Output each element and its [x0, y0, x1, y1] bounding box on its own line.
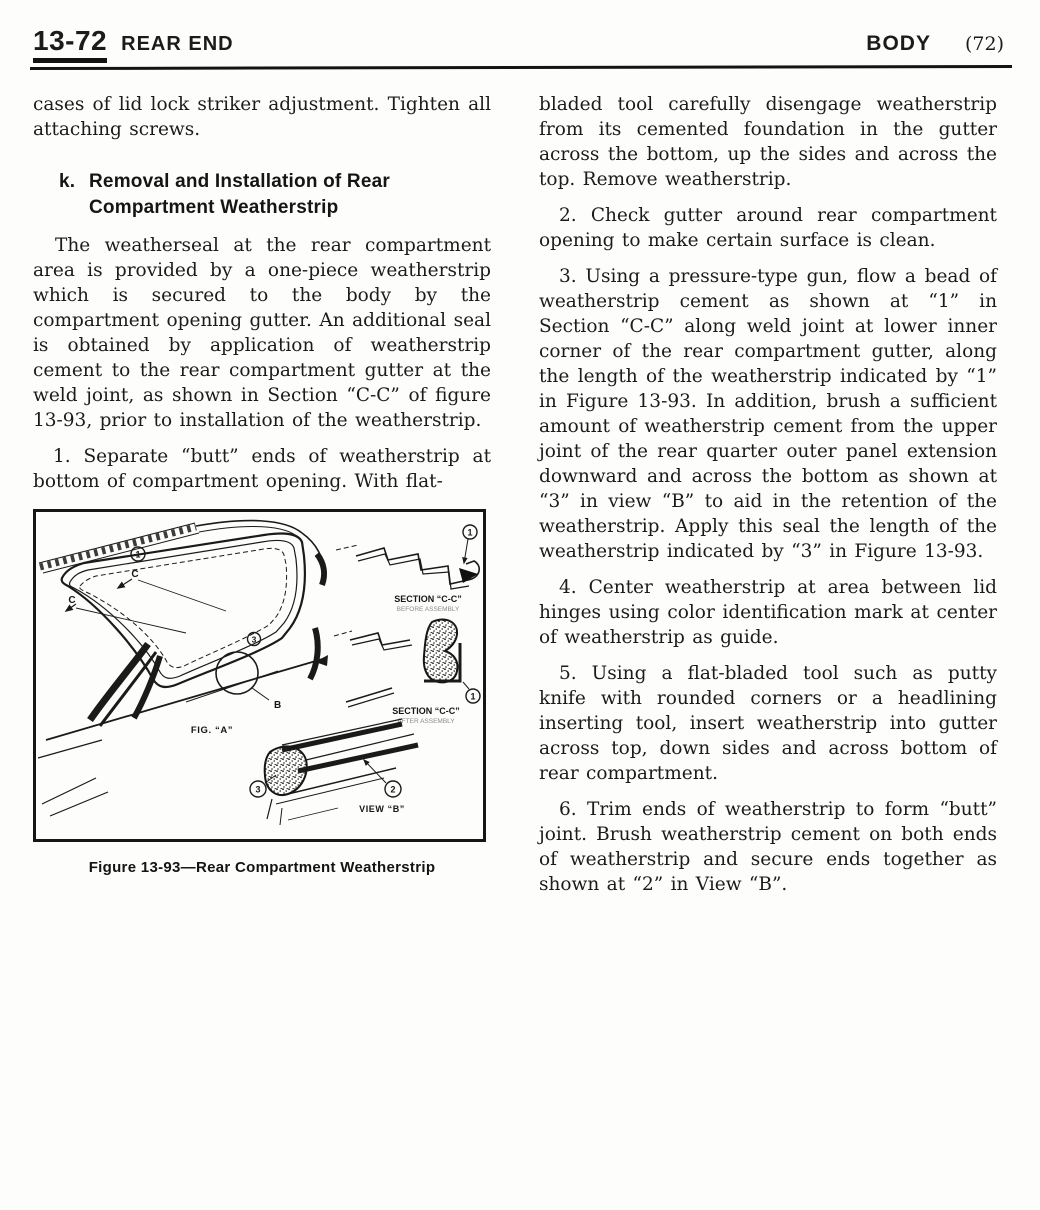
section-line-label-c: C: [131, 569, 139, 580]
svg-text:2: 2: [390, 784, 396, 795]
step-5: 5. Using a flat-bladed tool such as putty knife with rounded corners or a headlining inserting tool, insert weatherstrip into gutter across top, down sides and across bottom of rear compartment.: [539, 663, 997, 784]
svg-text:1: 1: [467, 527, 473, 538]
callout-1: [463, 682, 480, 703]
section-cc-label: SECTION “C-C”: [392, 706, 460, 716]
section-title: REAR END: [121, 33, 234, 55]
body-paragraph: bladed tool carefully disengage weatherstrip from its cemented foundation in the gutter across the bottom, up the sides and across the top. Remove weatherstrip.: [539, 94, 997, 190]
page-header: [33, 26, 1004, 70]
view-b-label: VIEW “B”: [359, 804, 405, 814]
subsection-heading: [59, 169, 491, 221]
figure-illustration: [36, 512, 483, 839]
header-left: [33, 26, 234, 63]
manual-title: BODY: [866, 32, 931, 55]
right-column: [539, 92, 997, 897]
figure-13-93: [33, 509, 486, 842]
section-cc-sublabel: BEFORE ASSEMBLY: [396, 606, 460, 613]
callout-1: [463, 525, 477, 563]
figure-caption: Figure 13-93—Rear Compartment Weatherstrip: [88, 859, 436, 876]
step-1: 1. Separate “butt” ends of weatherstrip at bottom of compartment opening. With flat-: [33, 446, 491, 492]
view-b-detail: [250, 719, 418, 825]
fig-a-label: FIG. “A”: [190, 725, 234, 736]
step-2: 2. Check gutter around rear compartment opening to make certain surface is clean.: [539, 205, 997, 251]
svg-text:1: 1: [135, 549, 141, 560]
section-cc-before-view: [336, 525, 479, 613]
detail-label-b: B: [274, 700, 282, 711]
section-cc-sublabel: AFTER ASSEMBLY: [397, 718, 455, 725]
body-paragraph: The weatherseal at the rear compartment area is provided by a one-piece weatherstrip which is secured to the body by the compartment opening gutter. An additional seal is obtained by application of weatherstrip cement to the rear compartment gutter at the weld joint, as shown in Section “C-C” of figure 13-93, prior to installation of the weatherstrip.: [33, 235, 491, 431]
left-column: [33, 92, 491, 876]
callout-3: [248, 633, 261, 646]
section-cc-after-view: [334, 620, 480, 725]
page-number: (72): [964, 33, 1004, 55]
step-3: 3. Using a pressure-type gun, flow a bead of weatherstrip cement as shown at “1” in Section “C-C” along weld joint at lower inner corner of the rear compartment gutter, along the length of the weatherstrip indicated by “1” in Figure 13-93. In addition, brush a sufficient amount of weatherstrip cement from the upper joint of the rear quarter outer panel extension downward and across the bottom as shown at “3” in view “B” to aid in the retention of the weatherstrip. Apply this seal the length of the weatherstrip indicated by “3” in Figure 13-93.: [539, 266, 997, 562]
step-6: 6. Trim ends of weatherstrip to form “butt” joint. Brush weatherstrip cement on both ends of weatherstrip and secure ends together as shown at “2” in View “B”.: [539, 799, 997, 895]
body-paragraph: cases of lid lock striker adjustment. Tighten all attaching screws.: [33, 94, 491, 140]
section-number: 13-72: [33, 26, 107, 63]
section-cc-label: SECTION “C-C”: [394, 594, 462, 604]
step-4: 4. Center weatherstrip at area between lid hinges using color identification mark at center of weatherstrip as guide.: [539, 577, 997, 648]
svg-text:3: 3: [251, 634, 257, 645]
section-line-label-c: C: [68, 595, 76, 606]
svg-text:3: 3: [255, 784, 261, 795]
subsection-title: Removal and Installation of Rear Compartment Weatherstrip: [89, 171, 390, 218]
subsection-index: k.: [59, 171, 76, 192]
header-right: [866, 32, 1004, 56]
svg-text:1: 1: [470, 691, 476, 702]
